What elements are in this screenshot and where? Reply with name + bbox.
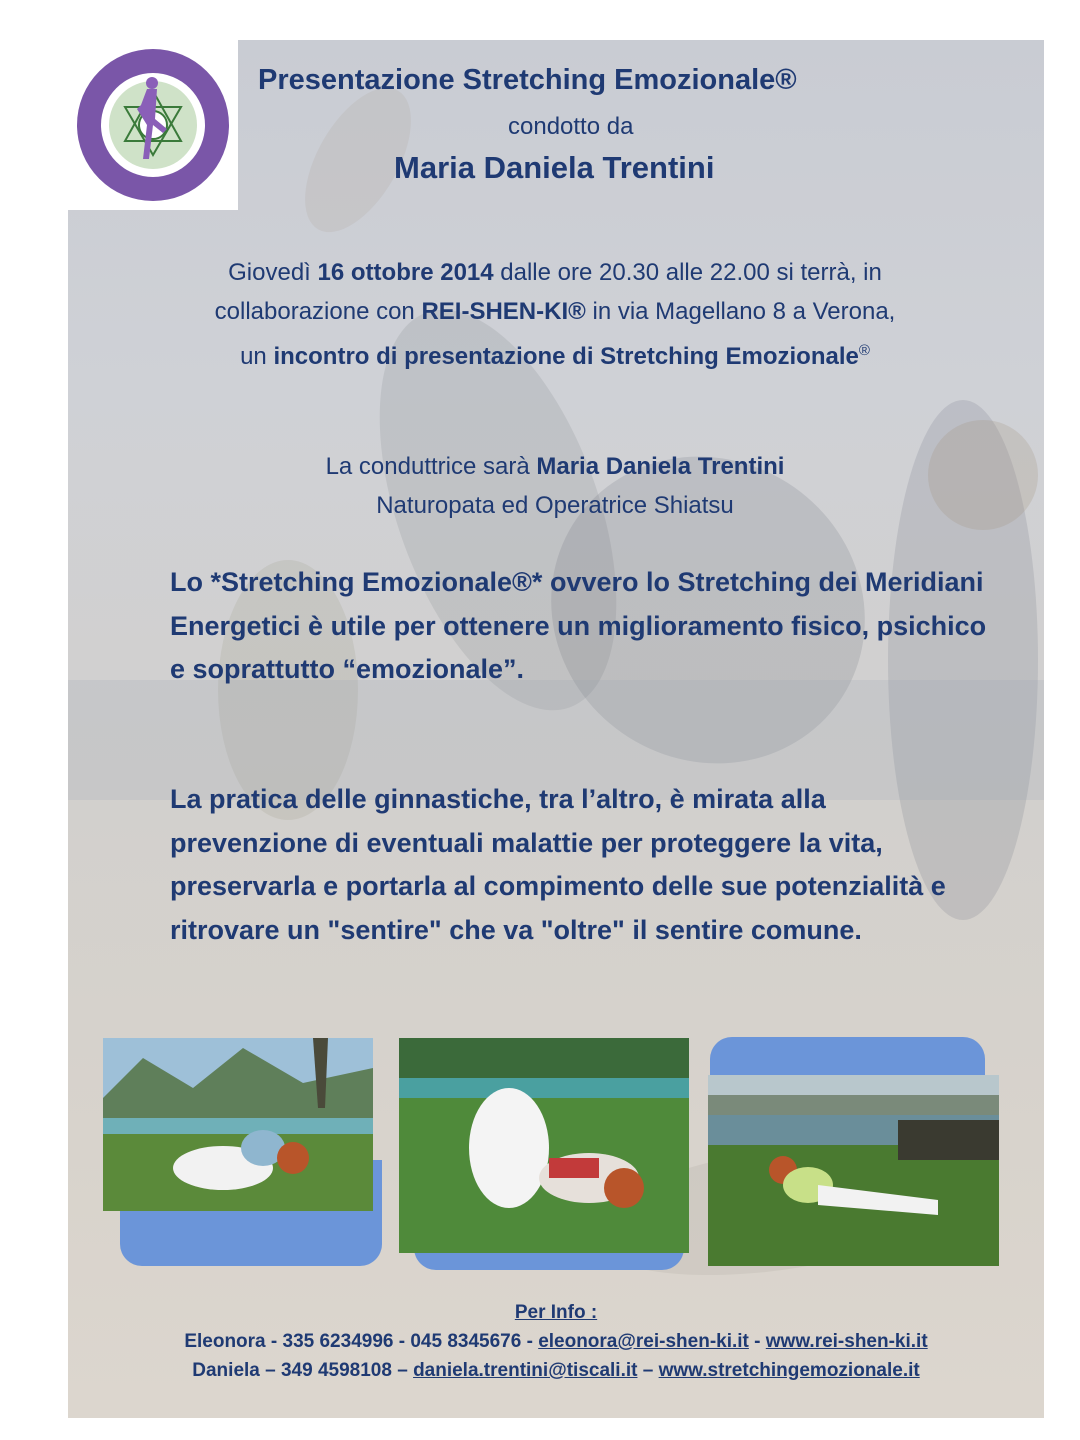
- contact-line-eleonora: [68, 1327, 1044, 1356]
- instructor-role: Naturopata ed Operatrice Shiatsu: [376, 492, 734, 519]
- email-link-daniela[interactable]: daniela.trentini@tiscali.it: [413, 1360, 638, 1381]
- intro-text: dalle ore 20.30 alle 22.00 si terrà, in collaborazione con: [214, 259, 882, 325]
- contact-info: [68, 1298, 1044, 1385]
- contact-line-daniela: [68, 1356, 1044, 1385]
- contact-text: Daniela – 349 4598108 –: [192, 1360, 414, 1381]
- email-link-eleonora[interactable]: eleonora@rei-shen-ki.it: [538, 1331, 749, 1352]
- description-paragraph: Lo *Stretching Emozionale®* ovvero lo Stretching dei Meridiani Energetici è utile per ottenere un miglioramento fisico, psichico e soprattutto “emozionale”.: [170, 567, 987, 684]
- author-name: Maria Daniela Trentini: [394, 150, 715, 185]
- event-intro: [200, 253, 910, 376]
- subtitle: condotto da: [508, 113, 634, 140]
- intro-text: Giovedì: [228, 259, 318, 286]
- photo-reverse-plank: [708, 1075, 999, 1266]
- event-date: 16 ottobre 2014: [317, 259, 494, 286]
- contact-heading: Per Info :: [514, 1302, 598, 1323]
- description-paragraph: La pratica delle ginnastiche, tra l’altro, è mirata alla prevenzione di eventuali malattie per proteggere la vita, preservarla e portarla al compimento delle sue potenzialità e ritrovare un "sentire" che va "oltre" il sentire comune.: [170, 784, 946, 945]
- photo-forward-bend: [103, 1038, 373, 1211]
- background-figure: [928, 420, 1038, 530]
- photo-forward-bend-image: [103, 1038, 373, 1211]
- contact-text: Eleonora - 335 6234996 - 045 8345676 -: [184, 1331, 539, 1352]
- instructor-name: Maria Daniela Trentini: [536, 453, 785, 480]
- separator: –: [637, 1360, 659, 1381]
- event-name: incontro di presentazione di Stretching Emozionale: [273, 343, 859, 370]
- organization-name: REI-SHEN-KI®: [421, 298, 586, 325]
- page-title: Presentazione Stretching Emozionale®: [258, 64, 797, 96]
- website-link-stretching[interactable]: www.stretchingemozionale.it: [658, 1360, 920, 1381]
- intro-text: in via Magellano 8 a Verona, un: [240, 298, 896, 370]
- instructor-info: [200, 447, 910, 525]
- separator: -: [748, 1331, 766, 1352]
- registered-mark: ®: [858, 342, 870, 359]
- photo-lying-stretch-image: [399, 1038, 689, 1253]
- photo-lying-stretch: [399, 1038, 689, 1253]
- instructor-label: La conduttrice sarà: [325, 453, 537, 480]
- website-link-rei-shen-ki[interactable]: www.rei-shen-ki.it: [765, 1331, 928, 1352]
- photo-reverse-plank-image: [708, 1075, 999, 1266]
